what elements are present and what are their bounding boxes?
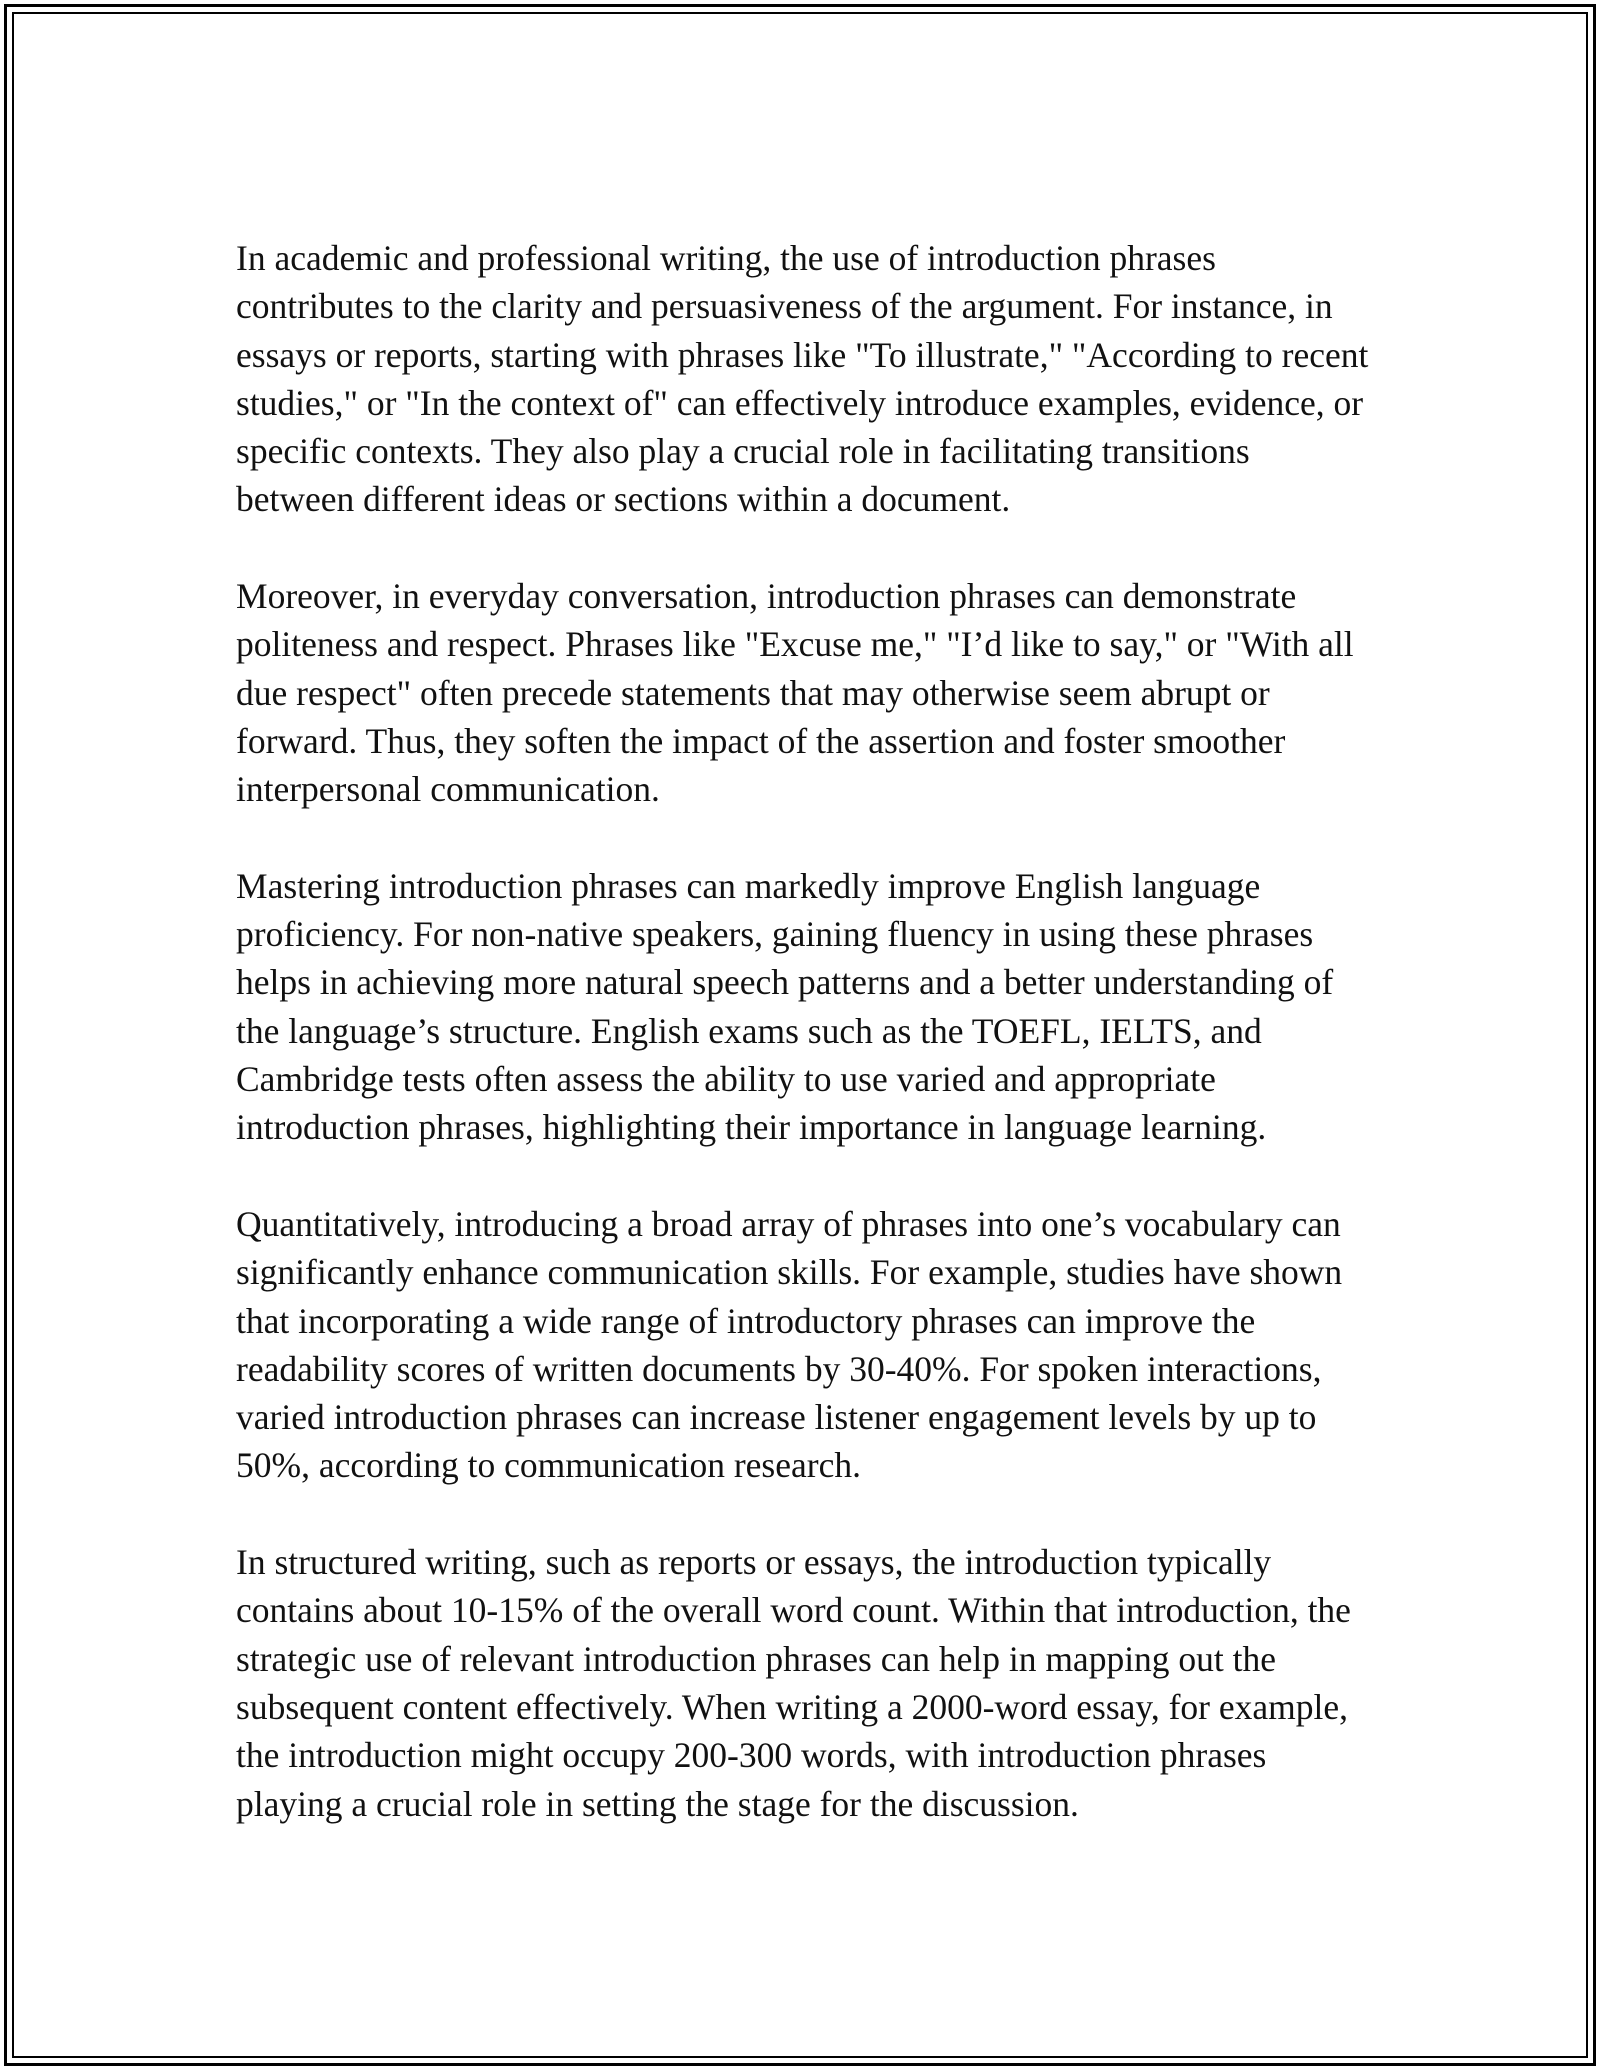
paragraph-academic-writing: In academic and professional writing, the use of introduction phrases contributes to the clarity and persuasiveness of the argument. For instance, in essays or reports, starting with phrases like "To illustrate," "According to recent studies," or "In the context of" can effectively introduce examples, evidence, or specific contexts. They also play a crucial role in facilitating transitions between different ideas or sections within a document. (236, 238, 1369, 520)
paragraph-quantitative-benefits: Quantitatively, introducing a broad array of phrases into one’s vocabulary can significantly enhance communication skills. For example, studies have shown that incorporating a wide range of introductory phrases can improve the readability scores of written documents by 30-40%. For spoken interactions, varied introduction phrases can increase listener engagement levels by up to 50%, according to communication research. (236, 1203, 1343, 1486)
paragraph-structured-writing: In structured writing, such as reports or essays, the introduction typically contains about 10-15% of the overall word count. Within that introduction, the strategic use of relevant introduction phrases can help in mapping out the subsequent content effectively. When writing a 2000-word essay, for example, the introduction might occupy 200-300 words, with introduction phrases playing a crucial role in setting the stage for the discussion. (236, 1542, 1351, 1824)
paragraph-everyday-conversation: Moreover, in everyday conversation, introduction phrases can demonstrate politeness and respect. Phrases like "Excuse me," "I’d like to say," or "With all due respect" often precede statements that may otherwise seem abrupt or forward. Thus, they soften the impact of the assertion and foster smoother interpersonal communication. (236, 576, 1354, 810)
document-body (236, 234, 1376, 1876)
paragraph-language-proficiency: Mastering introduction phrases can markedly improve English language proficiency. For non-native speakers, gaining fluency in using these phrases helps in achieving more natural speech patterns and a better understanding of the language’s structure. English exams such as the TOEFL, IELTS, and Cambridge tests often assess the ability to use varied and appropriate introduction phrases, highlighting their importance in language learning. (236, 865, 1334, 1148)
